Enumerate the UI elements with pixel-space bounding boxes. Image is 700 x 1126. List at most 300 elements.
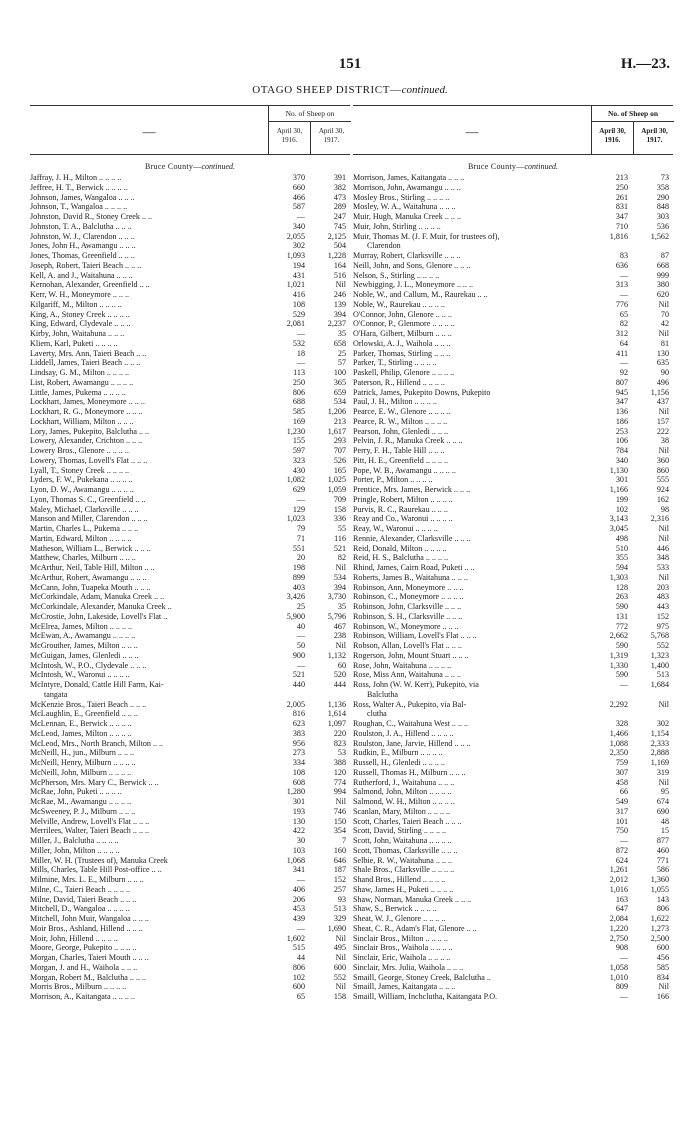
- table-row: [353, 865, 673, 875]
- sheep-count-header: [591, 106, 674, 154]
- sheep-1916: 347: [615, 397, 628, 407]
- sheep-1917: 358: [656, 182, 669, 192]
- owner-name: McIntosh, W., P.O., Clydevale .. .. ..: [30, 660, 147, 670]
- sheep-1916: —: [296, 358, 305, 368]
- sheep-1917: 473: [333, 192, 346, 202]
- table-row: [30, 651, 350, 661]
- owner-name: Murray, Robert, Clarksville .. .. ..: [353, 251, 461, 260]
- sheep-1917: 166: [656, 992, 669, 1001]
- sheep-1916: 129: [292, 504, 305, 514]
- sheep-1916: 1,016: [609, 884, 628, 894]
- table-row: [353, 846, 673, 856]
- sheep-1916: 1,280: [286, 787, 305, 797]
- owner-name: Muir, John, Stirling .. .. .. ..: [353, 221, 441, 231]
- table-row: [353, 758, 673, 768]
- table-row: [353, 612, 673, 622]
- sheep-1917: 150: [333, 816, 346, 826]
- owner-name: Lyall, T., Stoney Creek .. .. .. ..: [30, 465, 130, 475]
- sheep-1917: 806: [656, 904, 669, 914]
- sheep-1917: 53: [337, 748, 346, 758]
- table-row: [353, 709, 673, 719]
- owner-name: Russell, H., Glenledi .. .. .. ..: [353, 758, 445, 767]
- owner-name: Sheat, C. R., Adam's Flat, Glenore .. ..: [353, 923, 477, 933]
- table-row: [353, 271, 673, 281]
- table-row: [30, 583, 350, 593]
- owner-name: Mosley Bros., Stirling .. .. .. ..: [353, 192, 450, 202]
- sheep-1917: 42: [660, 319, 669, 329]
- table-row: [30, 700, 350, 710]
- sheep-1916: —: [619, 680, 628, 689]
- sheep-1916: 355: [615, 553, 628, 563]
- owner-name: McGuigan, James, Glenledi .. .. ..: [30, 650, 139, 660]
- sheep-1916: [268, 690, 309, 700]
- owner-name: Robinson, Ann, Moneymore .. .. ..: [353, 582, 464, 592]
- sheep-1916: 710: [615, 221, 628, 231]
- table-row: [30, 661, 350, 671]
- sheep-1916: 253: [615, 426, 628, 436]
- sheep-1916: 809: [615, 982, 628, 992]
- owner-name: Sinclair Bros., Waihola .. .. .. ..: [353, 943, 453, 953]
- sheep-1916: 1,093: [286, 251, 305, 260]
- sheep-1916: 647: [615, 904, 628, 914]
- sheep-1916: 594: [615, 563, 628, 572]
- sheep-1916: 261: [615, 192, 628, 202]
- table-row: [30, 485, 350, 495]
- sheep-1916: 430: [292, 465, 305, 475]
- sheep-1917: 513: [656, 670, 669, 680]
- table-row: [30, 339, 350, 349]
- section-continued: continued.: [201, 162, 236, 171]
- owner-name: Liddell, James, Taieri Beach .. .. ..: [30, 358, 141, 368]
- sheep-1916: 20: [296, 553, 305, 563]
- sheep-1917: [632, 709, 673, 719]
- table-row: [30, 397, 350, 407]
- table-row: [353, 904, 673, 914]
- owner-name: O'Connor, John, Glenore .. .. ..: [353, 309, 452, 319]
- table-row: [30, 895, 350, 905]
- table-row: [353, 388, 673, 398]
- sheep-1917: [309, 690, 350, 700]
- table-row: [30, 222, 350, 232]
- sheep-1917: 293: [333, 436, 346, 446]
- sheep-1916: 213: [615, 173, 628, 182]
- sheep-1917: 157: [656, 416, 669, 426]
- table-row: [30, 602, 350, 612]
- table-row: [353, 427, 673, 437]
- section-heading: [353, 160, 673, 173]
- sheep-1917: 771: [656, 855, 669, 865]
- table-row: [353, 739, 673, 749]
- table-row: [30, 456, 350, 466]
- sheep-1916: —: [619, 992, 628, 1001]
- sheep-1916: 816: [292, 709, 305, 719]
- sheep-1917: Nil: [335, 797, 346, 806]
- sheep-1916: 136: [615, 407, 628, 416]
- sheep-1917: 504: [333, 241, 346, 251]
- table-row: [30, 436, 350, 446]
- owner-name: Neill, John, and Sons, Glenore .. .. ..: [353, 260, 471, 270]
- owner-name: Roulston, Jane, Jarvie, Hillend .. .. ..: [353, 738, 471, 748]
- table-row: [30, 953, 350, 963]
- owner-name: McCorkindale, Alexander, Manuka Creek ..: [30, 602, 172, 611]
- sheep-1917: 35: [337, 602, 346, 611]
- table-row: [353, 583, 673, 593]
- table-row: [353, 456, 673, 466]
- table-row: [30, 982, 350, 992]
- sheep-1917: 160: [333, 845, 346, 855]
- sheep-1916: 1,602: [286, 933, 305, 943]
- owner-name: Miller, J., Balclutha .. .. .. ..: [30, 836, 119, 845]
- sheep-1916: 30: [296, 836, 305, 845]
- owner-name: Lowery, Thomas, Lovell's Flat .. .. ..: [30, 455, 148, 465]
- sheep-1916: [591, 709, 632, 719]
- sheep-1916: 1,261: [609, 865, 628, 875]
- owner-name: Sinclair, Mrs. Julia, Waihola .. .. ..: [353, 962, 464, 972]
- sheep-1917: 456: [656, 953, 669, 962]
- sheep-1917: 48: [660, 816, 669, 826]
- sheep-1916: 597: [292, 446, 305, 455]
- table-row: [30, 329, 350, 339]
- owner-name: Balclutha: [367, 689, 399, 699]
- table-row: [30, 417, 350, 427]
- sheep-1917: 600: [333, 962, 346, 972]
- table-row: [353, 349, 673, 359]
- table-row: [353, 631, 673, 641]
- table-row: [353, 963, 673, 973]
- owner-name: Paul, J. H., Milton .. .. .. ..: [353, 397, 437, 407]
- owner-name: McRae, John, Puketi .. .. .. ..: [30, 787, 122, 797]
- sheep-1917: 2,500: [650, 933, 669, 943]
- table-row: [353, 622, 673, 632]
- sheep-1917: 521: [333, 543, 346, 553]
- sheep-1916: 1,230: [286, 426, 305, 436]
- sheep-1917: 57: [337, 358, 346, 368]
- sheep-1917: 1,323: [650, 650, 669, 660]
- sheep-1917: 823: [333, 738, 346, 748]
- sheep-1916: 532: [292, 338, 305, 348]
- table-row: [353, 534, 673, 544]
- owner-name: Perry, F. H., Table Hill .. .. ..: [353, 446, 445, 455]
- owner-name: Miller, John, Milton .. .. .. ..: [30, 845, 120, 855]
- sheep-1917: 924: [656, 485, 669, 494]
- page-header: [0, 56, 700, 76]
- owner-name: Muir, Hugh, Manuka Creek .. .. ..: [353, 212, 462, 221]
- sheep-1916: 106: [615, 436, 628, 446]
- sheep-1916: 18: [296, 348, 305, 358]
- owner-name: Salmond, W. H., Milton .. .. .. ..: [353, 797, 455, 806]
- owner-name: Moir, John, Hillend .. .. .. ..: [30, 933, 118, 943]
- owner-name: Milne, C., Taieri Beach .. .. .. ..: [30, 884, 130, 894]
- owner-name: Matthew, Charles, Milburn .. .. ..: [30, 553, 136, 563]
- sheep-1917: 1,025: [327, 475, 346, 485]
- table-row: [30, 904, 350, 914]
- sheep-1917: 536: [656, 221, 669, 231]
- table-row: [30, 349, 350, 359]
- sheep-1916: 323: [292, 455, 305, 465]
- sheep-1916: 64: [619, 338, 628, 348]
- owner-name: McArthur, Robert, Awamangu .. .. ..: [30, 572, 147, 582]
- sheep-1917: 5,768: [650, 631, 669, 641]
- table-row: [30, 183, 350, 193]
- sheep-1916: —: [619, 290, 628, 299]
- table-row: [353, 563, 673, 573]
- sheep-1916: 1,058: [609, 962, 628, 972]
- owner-name: Milmine, Mrs. L. E., Milburn .. .. ..: [30, 875, 144, 884]
- sheep-1917: 329: [333, 914, 346, 923]
- owner-name: Rennie, Alexander, Clarksville .. .. ..: [353, 533, 471, 543]
- owner-name: Jaffray, J. H., Milton .. .. .. ..: [30, 173, 122, 182]
- owner-name: McNeill, John, Milburn .. .. .. ..: [30, 767, 132, 777]
- sheep-1916: 759: [615, 758, 628, 767]
- sheep-1916: 406: [292, 884, 305, 894]
- table-row: [353, 495, 673, 505]
- owner-name: Kell, A. and J., Waitahuna .. .. ..: [30, 270, 133, 280]
- table-row: [30, 670, 350, 680]
- sheep-1916: 317: [615, 806, 628, 816]
- table-row: [353, 358, 673, 368]
- sheep-1917: 994: [333, 787, 346, 797]
- sheep-1917: 555: [656, 475, 669, 485]
- sheep-1917: 520: [333, 670, 346, 680]
- owner-name: Lory, James, Pukepito, Balclutha .. ..: [30, 426, 150, 436]
- sheep-1916: 806: [292, 387, 305, 397]
- table-row: [30, 290, 350, 300]
- sheep-1917: 774: [333, 777, 346, 787]
- sheep-1916: 510: [615, 543, 628, 553]
- table-row: [30, 173, 350, 183]
- sheep-1916: 498: [615, 533, 628, 543]
- table-row: [353, 875, 673, 885]
- owner-name: Reid, H. S., Balclutha .. .. .. ..: [353, 553, 449, 563]
- table-row: [353, 485, 673, 495]
- sheep-1917: 1,400: [650, 660, 669, 670]
- table-row: [353, 641, 673, 651]
- left-table: [30, 105, 350, 1002]
- sheep-1917: Nil: [658, 446, 669, 455]
- sheep-1917: Nil: [335, 953, 346, 962]
- table-row: [30, 778, 350, 788]
- owner-name: Russell, Thomas H., Milburn .. .. ..: [353, 767, 466, 777]
- owner-name: Ross, John (W. W. Kerr), Pukepito, via: [353, 680, 479, 689]
- table-row: [30, 573, 350, 583]
- sheep-1916: 1,082: [286, 475, 305, 485]
- sheep-1916: 623: [292, 719, 305, 728]
- table-row: [353, 982, 673, 992]
- table-row: [30, 709, 350, 719]
- sheep-1916: 44: [296, 953, 305, 962]
- sheep-1917: 360: [656, 455, 669, 465]
- owner-name: Mosley, W. A., Waitahuna .. .. ..: [353, 202, 456, 212]
- owner-name: Robson, Allan, Lovell's Flat .. .. ..: [353, 641, 462, 650]
- owner-name: Kliem, Karl, Puketi .. .. .. ..: [30, 338, 118, 348]
- owner-name: McCann, John, Tuapeka Mouth .. .. ..: [30, 582, 151, 592]
- sheep-1916: 1,010: [609, 972, 628, 982]
- sheep-1916: —: [619, 836, 628, 845]
- table-header: [30, 105, 350, 155]
- sheep-1917: 690: [656, 806, 669, 816]
- table-row: [353, 748, 673, 758]
- sheep-1916: 65: [296, 992, 305, 1001]
- sheep-1916: 301: [292, 797, 305, 806]
- sheep-1917: Nil: [658, 407, 669, 416]
- sheep-1916: 529: [292, 309, 305, 319]
- sheep-1917: 365: [333, 377, 346, 387]
- table-row: [353, 319, 673, 329]
- sheep-1917: 437: [656, 397, 669, 407]
- sheep-1917: 302: [656, 719, 669, 728]
- owner-name: Shaw, Norman, Manuka Creek .. .. ..: [353, 894, 472, 904]
- table-row: [353, 680, 673, 690]
- table-row: [353, 417, 673, 427]
- table-row: [30, 807, 350, 817]
- sheep-1916: 900: [292, 650, 305, 660]
- owner-name: Shale Bros., Clarksville .. .. .. ..: [353, 865, 455, 875]
- table-row: [30, 271, 350, 281]
- document-title: [0, 84, 700, 96]
- table-row: [353, 700, 673, 710]
- col-1917-header: April 30, 1917.: [633, 122, 675, 154]
- sheep-1917: 1,156: [650, 387, 669, 397]
- owner-name: Lyders, F. W., Pukekana .. .. .. ..: [30, 475, 133, 485]
- table-row: [353, 544, 673, 554]
- col-1916-header: April 30, 1916.: [599, 127, 626, 144]
- table-row: [353, 232, 673, 242]
- table-row: [30, 612, 350, 622]
- table-row: [30, 846, 350, 856]
- sheep-1916: 590: [615, 641, 628, 650]
- sheep-1916: 2,005: [286, 699, 305, 709]
- sheep-1917: 1,228: [327, 251, 346, 260]
- sheep-1916: 194: [292, 260, 305, 270]
- title-continued: continued.: [401, 84, 448, 96]
- sheep-1916: 806: [292, 962, 305, 972]
- sheep-1916: 92: [619, 368, 628, 377]
- table-row: [353, 592, 673, 602]
- sheep-1917: 380: [656, 280, 669, 290]
- owner-name: Melville, Andrew, Lovell's Flat .. .. ..: [30, 816, 150, 826]
- table-row: [353, 300, 673, 310]
- sheep-1917: 1,684: [650, 680, 669, 689]
- owner-name: Rutherford, J., Waitahuna .. .. ..: [353, 777, 455, 787]
- table-row: [353, 992, 673, 1002]
- owner-name: List, Robert, Awamangu .. .. .. ..: [30, 377, 134, 387]
- table-row: [30, 466, 350, 476]
- sheep-1917: 81: [660, 338, 669, 348]
- sheep-1917: 999: [656, 270, 669, 280]
- sheep-1917: 1,360: [650, 875, 669, 884]
- owner-name: Martin, Charles L., Pukema .. .. ..: [30, 524, 139, 533]
- sheep-1917: 1,617: [327, 426, 346, 436]
- owner-name: Shaw, S., Berwick .. .. .. ..: [353, 904, 437, 914]
- owner-name: Morrison, John, Awamangu .. .. ..: [353, 182, 461, 192]
- owner-name: Noble, W., Raurekau .. .. .. ..: [353, 299, 445, 309]
- owner-name: Clarendon: [367, 241, 401, 251]
- sheep-1916: 688: [292, 397, 305, 407]
- table-row: [353, 807, 673, 817]
- sheep-1917: 90: [660, 368, 669, 377]
- sheep-1917: 1,132: [327, 650, 346, 660]
- sheep-1916: 521: [292, 670, 305, 680]
- sheep-1917: 336: [333, 514, 346, 524]
- owner-name: Sheat, W. J., Glenore .. .. .. ..: [353, 914, 446, 923]
- sheep-1917: 745: [333, 221, 346, 231]
- owner-name: McCorkindale, Adam, Manuka Creek .. ..: [30, 592, 165, 602]
- table-row: [30, 310, 350, 320]
- table-row: [353, 719, 673, 729]
- owner-name: Manson and Miller, Clarendon .. .. ..: [30, 514, 148, 524]
- sheep-1917: 1,136: [327, 699, 346, 709]
- sheep-1916: 307: [615, 767, 628, 777]
- owner-name: Johnson, James, Wangaloa .. .. ..: [30, 192, 135, 202]
- owner-name: Parker, T., Stirling .. .. .. ..: [353, 358, 437, 368]
- section-heading: [30, 160, 350, 173]
- sheep-1917: 668: [656, 260, 669, 270]
- sheep-1917: Nil: [658, 329, 669, 338]
- sheep-1916: —: [619, 953, 628, 962]
- table-row: [30, 544, 350, 554]
- sheep-1916: 313: [615, 280, 628, 290]
- header-dash: —: [465, 124, 479, 139]
- sheep-1916: 403: [292, 582, 305, 592]
- table-row: [353, 202, 673, 212]
- sheep-1916: 466: [292, 192, 305, 202]
- sheep-1917: 1,055: [650, 884, 669, 894]
- sheep-1916: 25: [296, 602, 305, 611]
- section-name: Bruce County—: [467, 162, 525, 171]
- sheep-1916: 66: [619, 787, 628, 797]
- table-row: [30, 280, 350, 290]
- sheep-1917: 496: [656, 377, 669, 387]
- sheep-1916: 250: [292, 377, 305, 387]
- owner-name: Newbigging, J. L., Moneymore .. .. ..: [353, 280, 474, 290]
- sheep-1916: 108: [292, 299, 305, 309]
- sheep-1917: 1,273: [650, 923, 669, 933]
- owner-name: Mitchell, John Muir, Wangaloa .. .. ..: [30, 914, 149, 923]
- table-row: [30, 388, 350, 398]
- col-1916-header: April 30, 1916.: [276, 127, 303, 144]
- owner-name: tangata: [44, 689, 68, 699]
- sheep-1916: [591, 241, 632, 251]
- table-row: [353, 339, 673, 349]
- sheep-1916: 102: [615, 504, 628, 514]
- owner-name: Robinson, S. H., Clarksville .. .. ..: [353, 611, 463, 621]
- sheep-1917: 534: [333, 572, 346, 582]
- sheep-1916: 590: [615, 602, 628, 611]
- sheep-1917: 674: [656, 797, 669, 806]
- sheep-1917: 2,333: [650, 738, 669, 748]
- sheep-1917: 220: [333, 728, 346, 738]
- sheep-1917: 1,206: [327, 407, 346, 416]
- table-row: [30, 836, 350, 846]
- sheep-1916: 383: [292, 728, 305, 738]
- sheep-1917: 443: [656, 602, 669, 611]
- sheep-1917: 1,614: [327, 709, 346, 719]
- owner-name: Miller, W. H. (Trustees of), Manuka Creek: [30, 855, 168, 865]
- sheep-1917: 975: [656, 621, 669, 631]
- sheep-1917: 382: [333, 182, 346, 192]
- table-row: [30, 232, 350, 242]
- sheep-1916: 302: [292, 241, 305, 251]
- owner-name: O'Hara, Gilbert, Milburn .. .. ..: [353, 329, 452, 338]
- sheep-1917: 658: [333, 338, 346, 348]
- sheep-1916: —: [296, 660, 305, 670]
- sheep-1917: 38: [660, 436, 669, 446]
- table-row: [353, 787, 673, 797]
- owner-name: Rogerson, John, Mount Stuart .. .. ..: [353, 650, 469, 660]
- section-name: Bruce County—: [144, 162, 202, 171]
- sheep-count-header: [268, 106, 351, 154]
- owner-name: Smaill, James, Kaitangata .. .. ..: [353, 982, 456, 992]
